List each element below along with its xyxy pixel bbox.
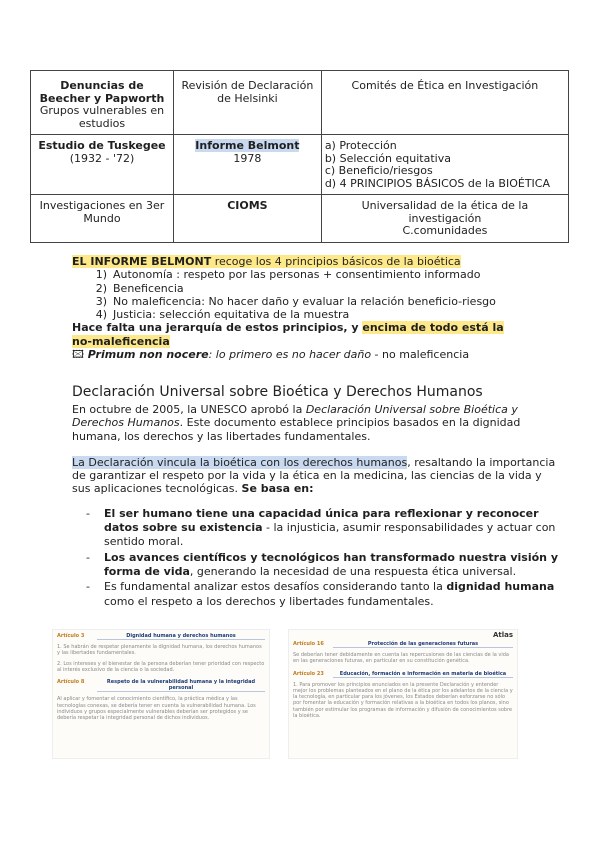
article-text: 1. Se habrán de respetar plenamente la dignidad humana, los derechos humanos y las libertades fundamentales. xyxy=(57,644,262,657)
list-text: No maleficencia: No hacer daño y evaluar la relación beneficio-riesgo xyxy=(113,294,496,308)
cell-line: investigación xyxy=(408,211,482,225)
list-item xyxy=(86,507,558,550)
cell-line: Universalidad de la ética de la xyxy=(361,199,529,212)
cell-line: Beecher y Papworth xyxy=(39,91,165,105)
cell-line: Estudio de Tuskegee xyxy=(38,139,166,152)
article-header xyxy=(53,676,269,695)
bullet-list xyxy=(86,507,558,609)
table-cell xyxy=(173,195,321,243)
scanned-excerpt-left xyxy=(52,629,270,759)
bullet-bold: dignidad humana xyxy=(446,580,555,594)
list-item xyxy=(86,580,558,609)
table-row xyxy=(31,135,569,195)
list-number: 4) xyxy=(95,308,107,322)
cell-line: b) Selección equitativa xyxy=(324,151,451,165)
dash-bullet: - xyxy=(86,506,90,520)
hierarchy-note-cont xyxy=(72,335,572,348)
table-cell xyxy=(321,135,568,195)
hierarchy-highlight: no-maleficencia xyxy=(72,334,170,348)
article-header xyxy=(289,638,517,651)
hierarchy-text: Hace falta una jerarquía de estos principios, y xyxy=(72,321,363,335)
article-title: Educación, formación e información en materia de bioética xyxy=(333,671,513,678)
dash-bullet: - xyxy=(86,550,90,564)
table-cell xyxy=(31,195,174,243)
primum-italic: : lo primero es no hacer daño xyxy=(208,348,372,362)
list-number: 2) xyxy=(95,281,107,295)
paragraph xyxy=(72,403,558,443)
cell-subline: Grupos vulnerables en xyxy=(39,104,165,117)
cell-line: Revisión de Declaración xyxy=(181,79,314,92)
article-title: Respeto de la vulnerabilidad humana y la integridad personal xyxy=(97,679,265,692)
cell-line: Comités de Ética en Investigación xyxy=(351,79,539,92)
paragraph xyxy=(72,456,558,496)
table-cell xyxy=(173,135,321,195)
hierarchy-note xyxy=(72,321,572,334)
table-cell xyxy=(31,71,174,135)
cell-line: c) Beneficio/riesgos xyxy=(324,164,433,177)
bullet-bold: El ser humano tiene una capacidad única para reflexionar y reconocer datos sobre su existencia xyxy=(104,506,539,535)
belmont-heading xyxy=(72,255,461,268)
list-item xyxy=(90,295,572,308)
article-text: 2. Los intereses y el bienestar de la persona deberían tener prioridad con respecto al interés exclusivo de la ciencia o la sociedad. xyxy=(57,660,265,673)
document-icon: 🖾 xyxy=(72,348,84,362)
cell-line: Mundo xyxy=(83,211,121,225)
cell-line: d) 4 PRINCIPIOS BÁSICOS de la BIOÉTICA xyxy=(324,176,550,190)
list-number: 1) xyxy=(95,268,107,282)
dash-bullet: - xyxy=(86,580,90,594)
article-header xyxy=(53,630,269,643)
paragraph-text: En octubre de 2005, la UNESCO aprobó la xyxy=(72,403,306,416)
list-text: Beneficencia xyxy=(113,281,184,295)
list-text: Autonomía : respeto por las personas + consentimiento informado xyxy=(113,268,481,282)
article-label: Artículo 23 xyxy=(293,670,324,677)
article-header xyxy=(289,668,517,681)
primum-rest: - no maleficencia xyxy=(371,348,470,362)
paragraph-bold: Se basa en: xyxy=(241,482,314,496)
table-cell xyxy=(173,71,321,135)
list-number: 3) xyxy=(95,294,107,308)
cell-line: a) Protección xyxy=(324,139,397,152)
table-cell xyxy=(321,195,568,243)
list-text: Justicia: selección equitativa de la muestra xyxy=(113,308,350,322)
list-item xyxy=(90,268,572,281)
list-item xyxy=(90,282,572,295)
section-title: Declaración Universal sobre Bioética y Derechos Humanos xyxy=(72,384,483,400)
cell-subline: estudios xyxy=(78,116,126,130)
cell-subline: 1978 xyxy=(233,151,262,165)
article-text: Al aplicar y fomentar el conocimiento científico, la práctica médica y las tecnologías conexas, se debería tener en cuenta la vulnerabilidad humana. Los individuos y grupos especialmente vulnerables deberían ser protegidos y se debería respetar la integridad personal de dichos individuos. xyxy=(57,696,256,722)
article-text: Se deberían tener debidamente en cuenta las repercusiones de las ciencias de la vida en las generaciones futuras, en particular en su constitución genética. xyxy=(293,652,509,665)
bullet-text: como el respeto a los derechos y libertades fundamentales. xyxy=(104,594,434,608)
list-item xyxy=(86,551,558,580)
belmont-heading-rest: recoge los 4 principios básicos de la bioética xyxy=(211,255,461,268)
article-label: Artículo 16 xyxy=(293,641,324,647)
article-title: Protección de las generaciones futuras xyxy=(333,641,513,648)
bullet-text: , generando la necesidad de una respuesta ética universal. xyxy=(189,564,517,578)
paragraph-text: . Este documento establece principios basados en la dignidad humana, los derechos y las libertades fundamentales. xyxy=(72,416,521,443)
table-cell xyxy=(321,71,568,135)
principles-list xyxy=(90,268,572,321)
article-label: Artículo 3 xyxy=(57,633,85,639)
article-label: Artículo 8 xyxy=(57,679,85,686)
cell-line: C.comunidades xyxy=(402,224,488,237)
article-text: 1. Para promover los principios enunciados en la presente Declaración y entender mejor los problemas planteados en el plano de la ética por los adelantos de la ciencia y la tecnología, en particular para los jóvenes, los Estados deberían esforzarse no sólo por fomentar la educación y formación relativas a la bioética en todos los planos, sino también por estimular los programas de información y difusión de conocimientos sobre la bioética. xyxy=(293,681,513,719)
paragraph-highlight: La Declaración vincula la bioética con los derechos humanos xyxy=(72,455,408,469)
bullet-text: Es fundamental analizar estos desafíos considerando tanto la xyxy=(104,580,447,594)
cell-line: de Helsinki xyxy=(217,91,278,105)
cell-line: Denuncias de xyxy=(60,79,144,92)
belmont-heading-bold: EL INFORME BELMONT xyxy=(72,255,212,268)
table-row xyxy=(31,71,569,135)
paragraph-text: , resaltando la importancia de garantizar el respeto por la vida y la ética en la medicina, las ciencias de la vida y sus aplicaciones tecnológicas. xyxy=(72,455,556,496)
list-item xyxy=(90,308,572,321)
primum-bold: Primum non nocere xyxy=(83,348,209,362)
cell-line-highlighted: Informe Belmont xyxy=(195,139,300,152)
cell-line: CIOMS xyxy=(227,199,268,212)
scanned-excerpt-right xyxy=(288,629,518,759)
hierarchy-highlight: encima de todo está la xyxy=(362,321,504,335)
table-cell xyxy=(31,135,174,195)
bullet-text: - la injusticia, asumir responsabilidades y actuar con sentido moral. xyxy=(104,521,556,549)
cell-subline: (1932 - '72) xyxy=(69,151,135,165)
primum-line xyxy=(72,348,572,361)
bullet-bold: Los avances científicos y tecnológicos han transformado nuestra visión y forma de vida xyxy=(104,550,558,578)
article-title: Dignidad humana y derechos humanos xyxy=(97,633,265,640)
publisher-logo: Atlas xyxy=(492,631,513,639)
ethics-history-table xyxy=(30,70,569,243)
declaracion-section xyxy=(72,384,558,610)
cell-line: Investigaciones en 3er xyxy=(39,199,165,212)
paragraph-italic: Declaración Universal sobre Bioética y Derechos Humanos xyxy=(72,403,518,430)
belmont-section xyxy=(72,255,572,361)
table-row xyxy=(31,195,569,243)
